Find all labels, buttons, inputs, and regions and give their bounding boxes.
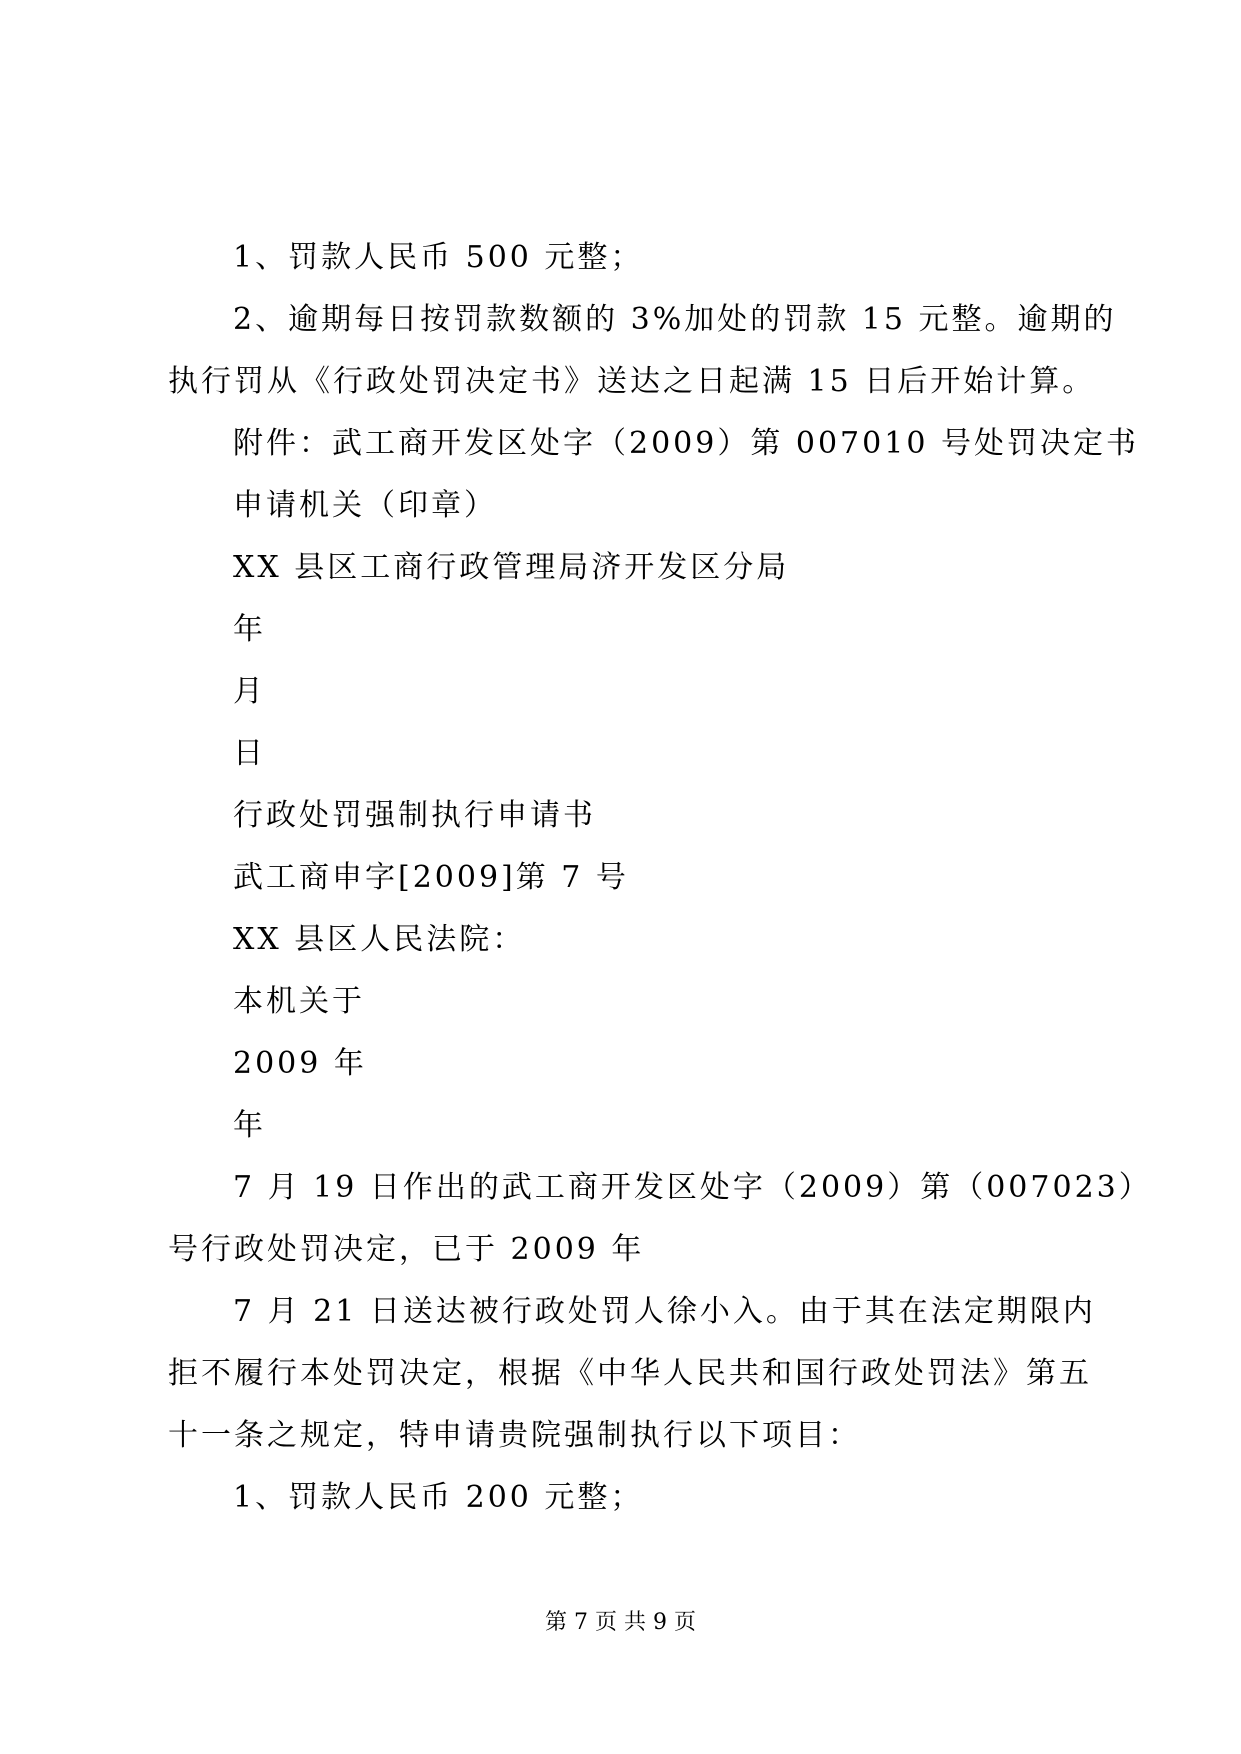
paragraph-line-year: 年 xyxy=(233,1108,266,1143)
document-title-line: 行政处罚强制执行申请书 xyxy=(233,798,596,833)
paragraph-line-fine-200: 1、罚款人民币 200 元整； xyxy=(233,1480,644,1515)
paragraph-line-delivery-1: 7 月 21 日送达被行政处罚人徐小入。由于其在法定期限内 xyxy=(233,1294,1096,1329)
applicant-seal-line: 申请机关（印章） xyxy=(233,488,497,523)
date-year-line: 年 xyxy=(233,612,266,647)
date-day-line: 日 xyxy=(233,736,266,771)
paragraph-line-year-2009: 2009 年 xyxy=(233,1046,367,1081)
date-month-line: 月 xyxy=(233,674,266,709)
paragraph-line-delivery-3: 十一条之规定，特申请贵院强制执行以下项目： xyxy=(168,1418,861,1453)
paragraph-line-decision-1: 7 月 19 日作出的武工商开发区处字（2009）第（007023） xyxy=(233,1170,1152,1205)
paragraph-line-intro: 本机关于 xyxy=(233,984,365,1019)
paragraph-line-overdue-2: 执行罚从《行政处罚决定书》送达之日起满 15 日后开始计算。 xyxy=(168,364,1096,399)
page-number-footer: 第 7 页 共 9 页 xyxy=(545,1610,696,1635)
document-number-line: 武工商申字[2009]第 7 号 xyxy=(233,860,629,895)
paragraph-line-overdue-1: 2、逾期每日按罚款数额的 3%加处的罚款 15 元整。逾期的 xyxy=(233,302,1117,337)
applicant-name-line: XX 县区工商行政管理局济开发区分局 xyxy=(233,550,790,585)
addressee-line: XX 县区人民法院： xyxy=(233,922,526,957)
paragraph-line-fine-500: 1、罚款人民币 500 元整； xyxy=(233,240,644,275)
attachment-line: 附件：武工商开发区处字（2009）第 007010 号处罚决定书 xyxy=(233,426,1139,461)
paragraph-line-decision-2: 号行政处罚决定，已于 2009 年 xyxy=(168,1232,645,1267)
paragraph-line-delivery-2: 拒不履行本处罚决定，根据《中华人民共和国行政处罚法》第五 xyxy=(168,1356,1092,1391)
